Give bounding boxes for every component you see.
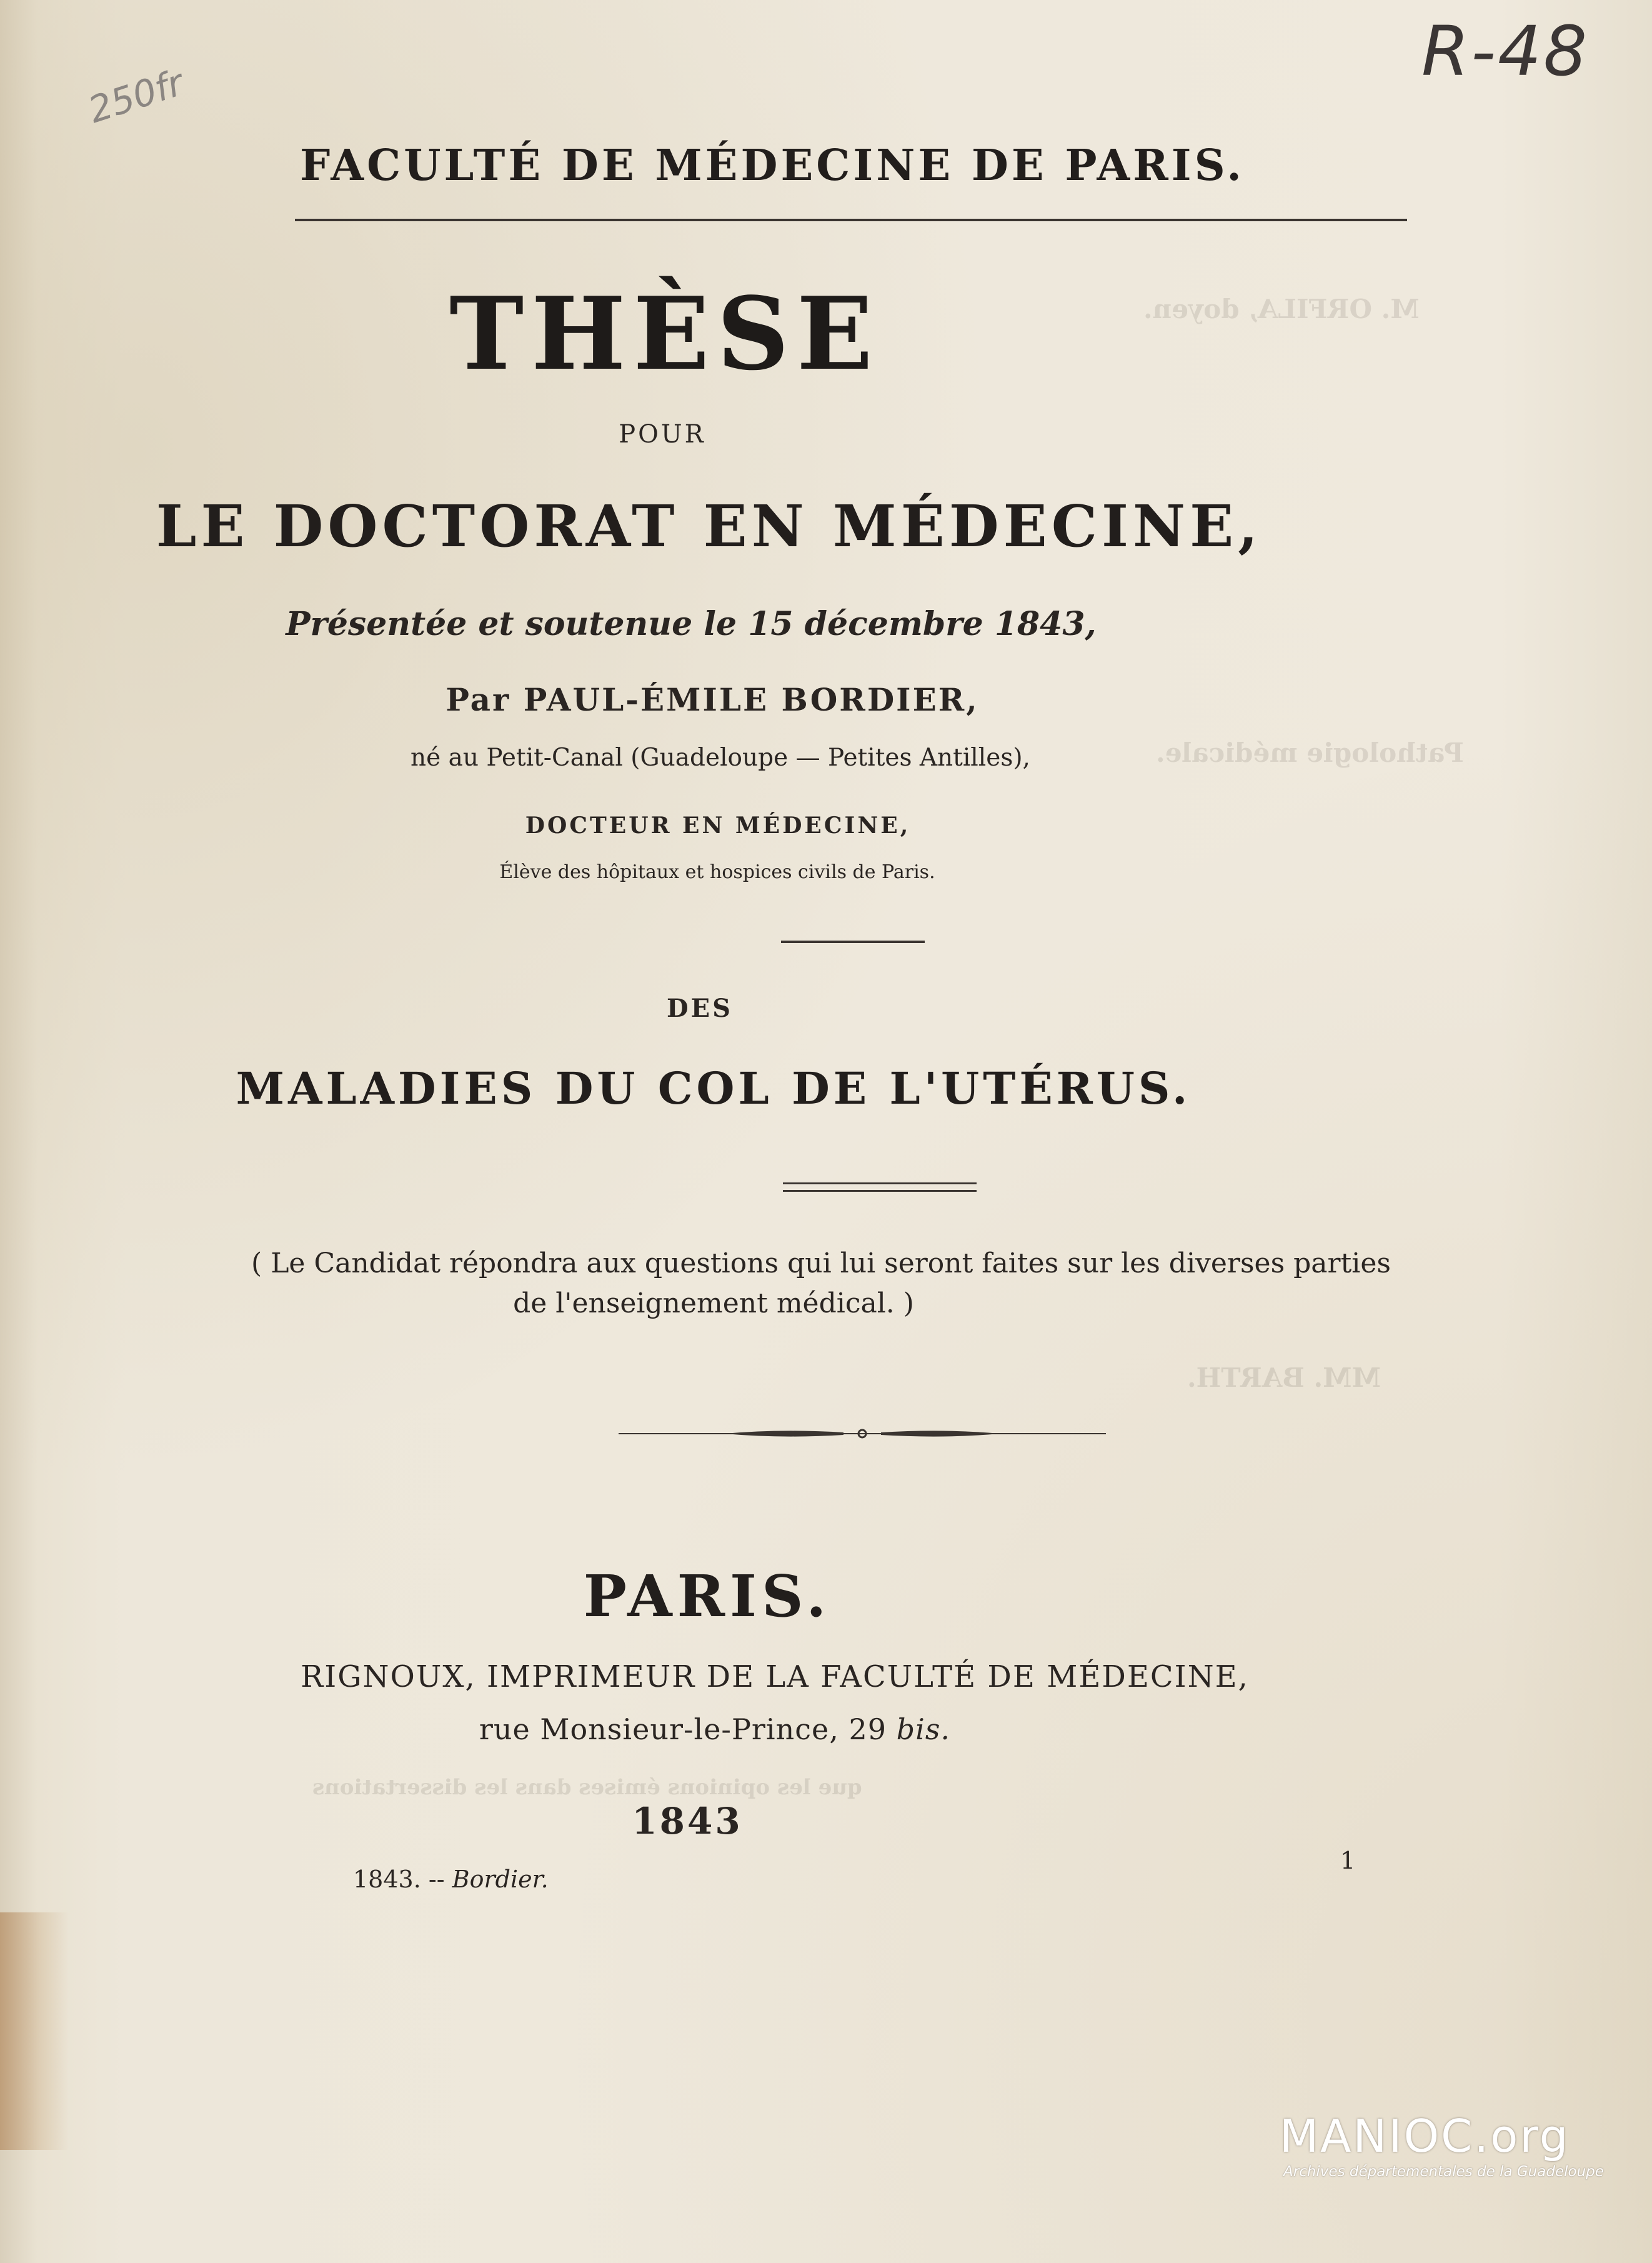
imprint-year: 1843	[632, 1800, 743, 1842]
street-number: 29	[848, 1712, 887, 1746]
bleed-through-text: M. ORFILA, doyen.	[1143, 294, 1420, 324]
street-bis: bis.	[896, 1712, 951, 1746]
signature-mark: 1	[1340, 1847, 1356, 1874]
middle-rule	[781, 941, 925, 943]
handwritten-shelf-mark: R-48	[1421, 11, 1590, 91]
bleed-through-text: que les opinions émises dans les dissertations	[312, 1775, 862, 1800]
imprint-printer: RIGNOUX, IMPRIMEUR DE LA FACULTÉ DE MÉDECINE,	[301, 1659, 1249, 1694]
street-name: rue Monsieur-le-Prince,	[479, 1712, 839, 1746]
author-role: Élève des hôpitaux et hospices civils de Paris.	[499, 861, 935, 883]
candidate-note-line2: de l'enseignement médical. )	[513, 1287, 914, 1319]
manioc-logo: MANIOC.org	[1280, 2110, 1570, 2162]
faculty-heading: FACULTÉ DE MÉDECINE DE PARIS.	[300, 141, 1245, 191]
signature-year: 1843. --	[353, 1866, 445, 1893]
paper-stain	[0, 1912, 69, 2150]
signature-name: Bordier.	[452, 1866, 549, 1893]
manioc-subtitle: Archives départementales de la Guadeloupe	[1283, 2164, 1604, 2180]
handwritten-price: 250fr	[83, 61, 189, 132]
thesis-title: THÈSE	[449, 275, 880, 392]
signature-line	[353, 1866, 549, 1893]
presented-date: Présentée et soutenue le 15 décembre 1843,	[286, 605, 1097, 643]
bleed-through-text: Pathologie médicale.	[1156, 737, 1464, 768]
author-degree: DOCTEUR EN MÉDECINE,	[525, 812, 911, 839]
top-rule	[295, 219, 1407, 221]
double-rule-upper	[783, 1182, 977, 1184]
imprint-street	[0, 1712, 1541, 1746]
pour-line: POUR	[619, 420, 706, 449]
double-rule-lower	[783, 1190, 977, 1192]
author-birthplace: né au Petit-Canal (Guadeloupe — Petites Antilles),	[411, 744, 1030, 772]
bleed-through-text: MM. BARTH.	[1187, 1362, 1381, 1393]
subject-des: DES	[666, 994, 734, 1023]
subject-title: MALADIES DU COL DE L'UTÉRUS.	[236, 1062, 1192, 1114]
author-name: Par PAUL-ÉMILE BORDIER,	[445, 681, 979, 718]
candidate-note-line1: ( Le Candidat répondra aux questions qui lui seront faites sur les diverses parties	[251, 1247, 1391, 1279]
ornamental-divider	[619, 1426, 1106, 1441]
imprint-city: PARIS.	[583, 1562, 832, 1630]
doctorat-line: LE DOCTORAT EN MÉDECINE,	[156, 492, 1263, 560]
